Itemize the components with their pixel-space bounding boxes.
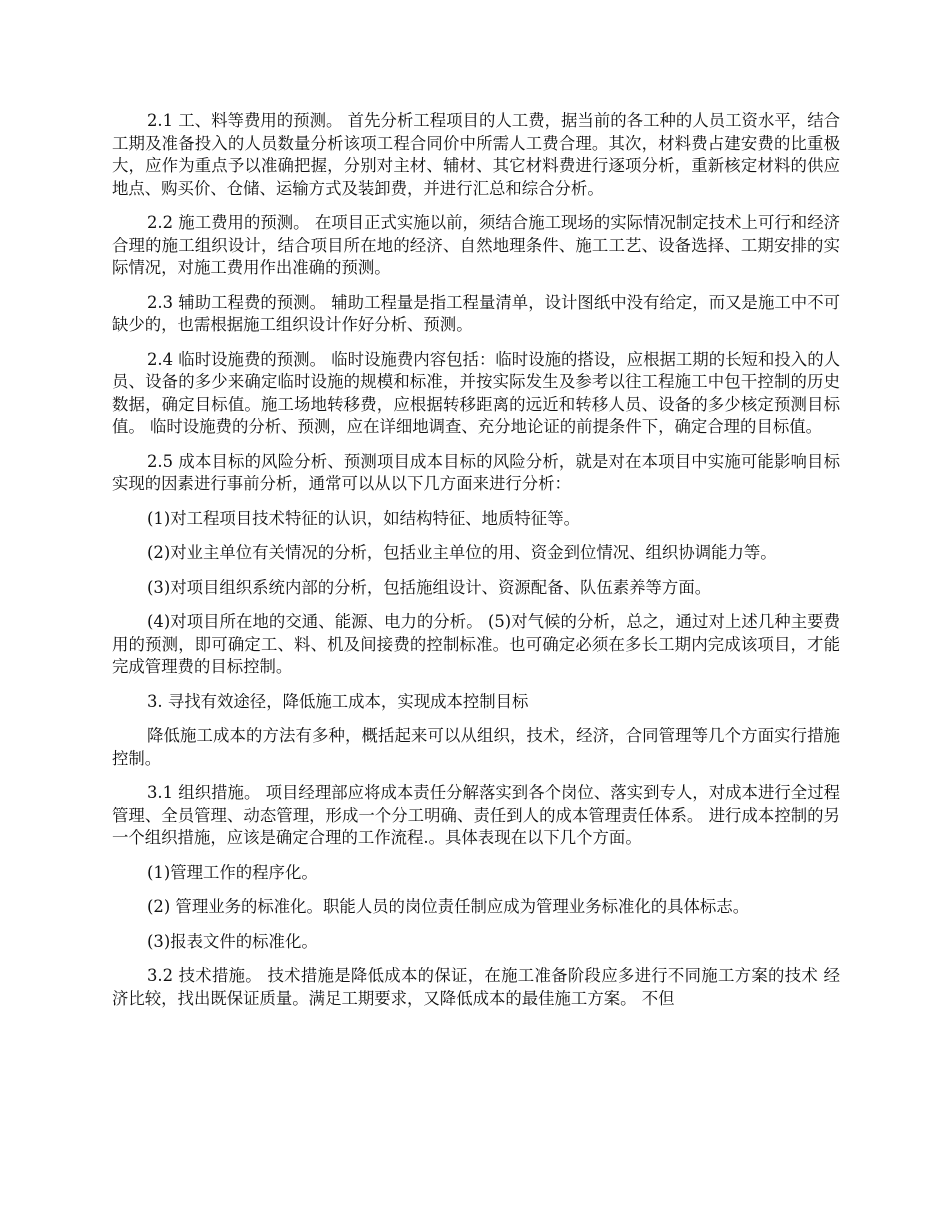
paragraph-2-2-construction-cost-forecast: 2.2 施工费用的预测。 在项目正式实施以前，须结合施工现场的实际情况制定技术上可行和经济合理的施工组织设计，结合项目所在地的经济、自然地理条件、施工工艺、设备选择、工期安排的实际情况，对施工费用作出准确的预测。: [112, 213, 840, 277]
section-heading-3: 3. 寻找有效途径，降低施工成本，实现成本控制目标: [147, 691, 529, 711]
paragraph-cost-reduction-methods: 降低施工成本的方法有多种，概括起来可以从组织，技术，经济，合同管理等几个方面实行措施控制。: [112, 726, 840, 768]
list-item-procedural-management: (1)管理工作的程序化。: [147, 862, 318, 882]
paragraph-2-4-temporary-facilities-forecast: 2.4 临时设施费的预测。 临时设施费内容包括：临时设施的搭设，应根据工期的长短和投入的人员、设备的多少来确定临时设施的规模和标准，并按实际发生及参考以往工程施工中包干控制的历史数据，确定目标值。施工场地转移费，应根据转移距离的远近和转移人员、设备的多少核定预测目标值。 临时设施费的分析、预测，应在详细地调查、充分地论证的前提条件下，确定合理的目标值。: [112, 349, 840, 436]
document-page: [112, 110, 840, 1022]
paragraph-2-1-labor-material-forecast: 2.1 工、料等费用的预测。 首先分析工程项目的人工费，据当前的各工种的人员工资水平，结合工期及准备投入的人员数量分析该项工程合同价中所需人工费合理。其次，材料费占建安费的比重极大，应作为重点予以准确把握，分别对主材、辅材、其它材料费进行逐项分析，重新核定材料的供应地点、购买价、仓储、运输方式及装卸费，并进行汇总和综合分析。: [112, 111, 840, 198]
list-item-3-internal-analysis: (3)对项目组织系统内部的分析，包括施组设计、资源配备、队伍素养等方面。: [147, 577, 712, 597]
list-item-2-owner-analysis: (2)对业主单位有关情况的分析，包括业主单位的用、资金到位情况、组织协调能力等。: [147, 543, 777, 562]
list-item-standardized-reports: (3)报表文件的标准化。: [147, 931, 318, 951]
paragraph-3-2-technical-measures: 3.2 技术措施。 技术措施是降低成本的保证，在施工准备阶段应多进行不同施工方案的技术 经济比较，找出既保证质量。满足工期要求，又降低成本的最佳施工方案。 不但: [112, 966, 840, 1008]
paragraph-2-3-auxiliary-works-forecast: 2.3 辅助工程费的预测。 辅助工程量是指工程量清单，设计图纸中没有给定，而又是施工中不可缺少的，也需根据施工组织设计作好分析、预测。: [112, 292, 840, 334]
list-item-1-technical-features: (1)对工程项目技术特征的认识，如结构特征、地质特征等。: [147, 508, 580, 528]
paragraph-3-1-organizational-measures: 3.1 组织措施。 项目经理部应将成本责任分解落实到各个岗位、落实到专人，对成本进行全过程管理、全员管理、动态管理，形成一个分工明确、责任到人的成本管理责任体系。 进行成本控制的另一个组织措施，应该是确定合理的工作流程.。具体表现在以下几个方面。: [112, 783, 840, 847]
list-item-standardized-business: (2) 管理业务的标准化。职能人员的岗位责任制应成为管理业务标准化的具体标志。: [147, 897, 750, 916]
paragraph-2-5-risk-analysis: 2.5 成本目标的风险分析、预测项目成本目标的风险分析，就是对在本项目中实施可能影响目标实现的因素进行事前分析，通常可以从以下几方面来进行分析：: [112, 451, 840, 493]
list-item-4-5-location-climate: (4)对项目所在地的交通、能源、电力的分析。 (5)对气候的分析，总之，通过对上述几种主要费用的预测，即可确定工、料、机及间接费的控制标准。也可确定必须在多长工期内完成该项目，才能完成管理费的目标控制。: [112, 612, 840, 676]
